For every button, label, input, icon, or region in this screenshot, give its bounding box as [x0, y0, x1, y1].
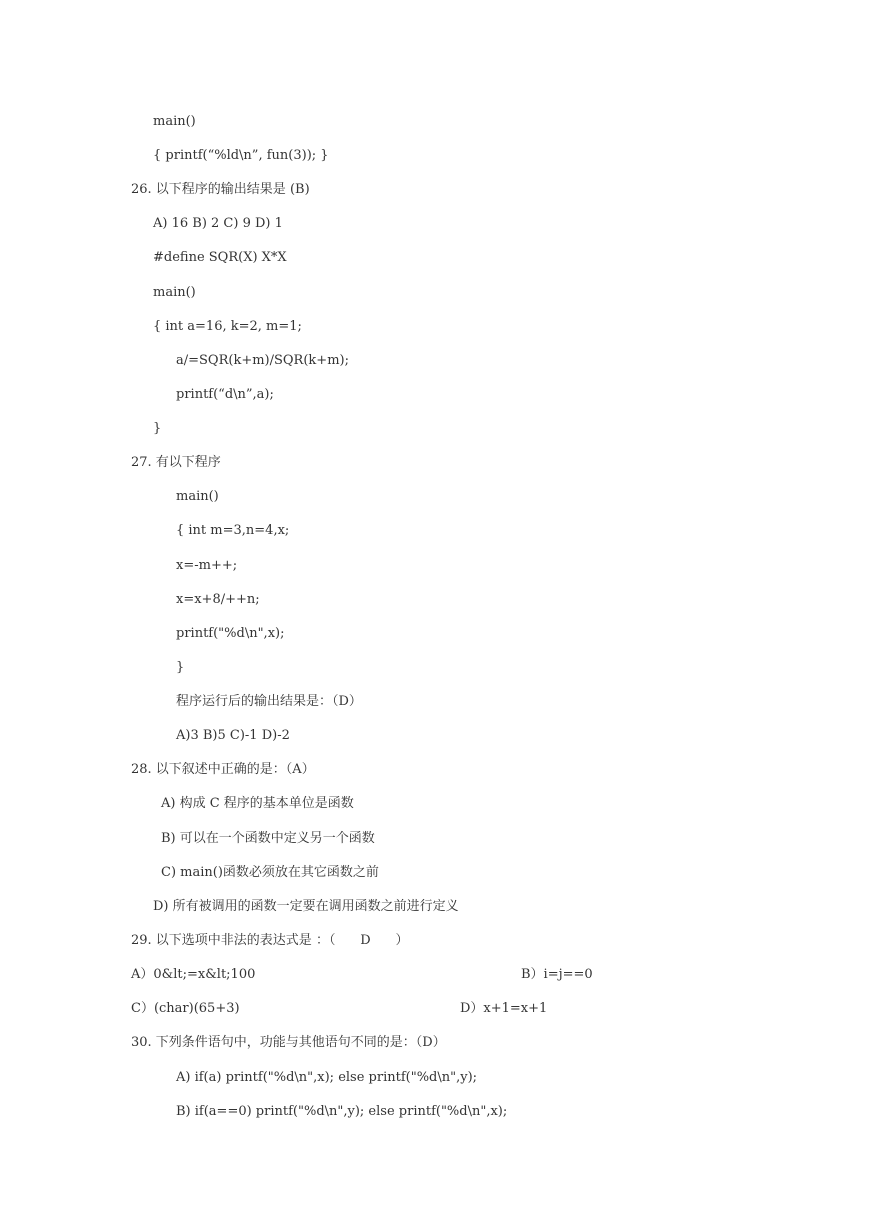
question-29-option-a: A）0&lt;=x&lt;100	[131, 967, 256, 982]
code-line: #define SQR(X) X*X	[153, 250, 287, 265]
code-line: main()	[153, 285, 196, 300]
question-29-option-c: C）(char)(65+3)	[131, 1001, 240, 1016]
question-27-heading: 27. 有以下程序	[131, 455, 221, 470]
question-30-option-a: A) if(a) printf("%d\n",x); else printf("%d\n",y);	[176, 1070, 478, 1085]
code-line: x=x+8/++n;	[176, 592, 260, 607]
code-line: { int a=16, k=2, m=1;	[153, 319, 302, 334]
code-line: { printf(“%ld\n”, fun(3)); }	[153, 148, 329, 163]
code-line: printf(“d\n”,a);	[176, 387, 274, 402]
code-line: main()	[176, 489, 219, 504]
question-27-options: A)3 B)5 C)-1 D)-2	[176, 728, 290, 743]
question-26-options: A) 16 B) 2 C) 9 D) 1	[153, 216, 283, 231]
question-30-option-b: B) if(a==0) printf("%d\n",y); else printf("%d\n",x);	[176, 1104, 508, 1119]
code-line: x=-m++;	[176, 558, 238, 573]
question-29-heading: 29. 以下选项中非法的表达式是 ：（ D ）	[131, 933, 409, 948]
question-27-prompt: 程序运行后的输出结果是：（D）	[176, 694, 362, 709]
question-28-option-d: D) 所有被调用的函数一定要在调用函数之前进行定义	[153, 899, 459, 914]
question-28-option-b: B) 可以在一个函数中定义另一个函数	[161, 831, 375, 846]
code-line: }	[176, 660, 185, 675]
question-28-heading: 28. 以下叙述中正确的是：（A）	[131, 762, 315, 777]
code-line: { int m=3,n=4,x;	[176, 523, 290, 538]
code-line: main()	[153, 114, 196, 129]
question-28-option-a: A) 构成 C 程序的基本单位是函数	[161, 796, 354, 811]
question-29-option-b: B）i=j==0	[521, 967, 593, 982]
code-line: printf("%d\n",x);	[176, 626, 285, 641]
code-line: }	[153, 421, 162, 436]
question-26-heading: 26. 以下程序的输出结果是 (B)	[131, 182, 310, 197]
question-28-option-c: C) main()函数必须放在其它函数之前	[161, 865, 379, 880]
question-29-option-d: D）x+1=x+1	[460, 1001, 548, 1016]
code-line: a/=SQR(k+m)/SQR(k+m);	[176, 353, 349, 368]
question-30-heading: 30. 下列条件语句中，功能与其他语句不同的是：（D）	[131, 1035, 446, 1050]
